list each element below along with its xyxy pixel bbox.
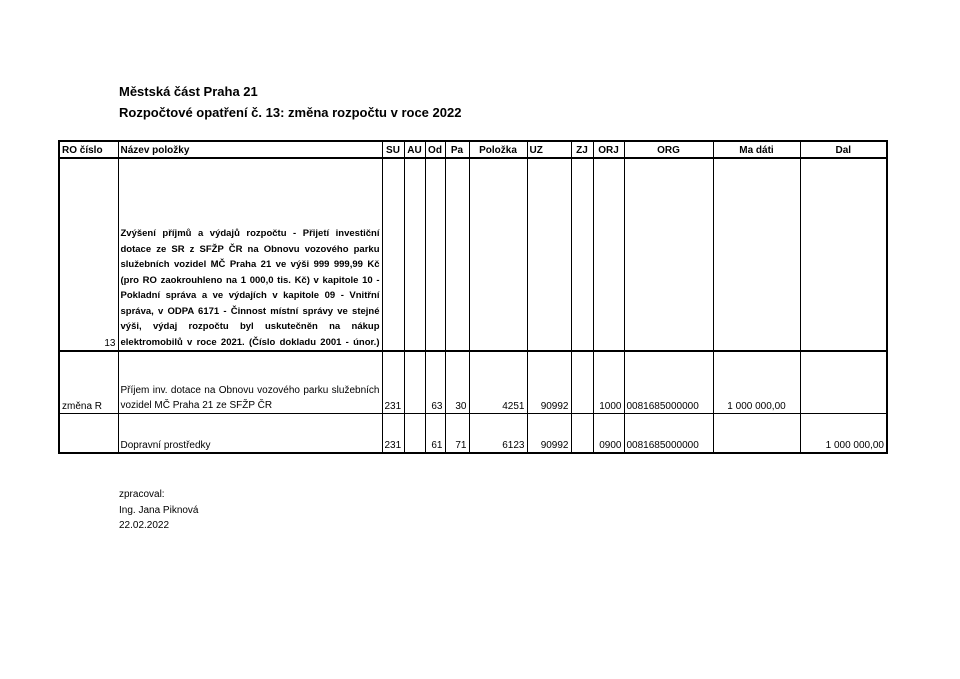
- empty-cell: [713, 158, 800, 351]
- prepared-date: 22.02.2022: [119, 520, 170, 531]
- org-cell: 0081685000000: [624, 413, 713, 453]
- budget-table: [58, 140, 888, 454]
- ro-number-cell: 13: [59, 158, 118, 351]
- col-header-pa: Pa: [445, 141, 469, 158]
- table-row: [59, 351, 887, 413]
- empty-cell: [571, 158, 593, 351]
- empty-cell: [527, 158, 571, 351]
- empty-cell: [469, 158, 527, 351]
- table-header-row: [59, 141, 887, 158]
- uz-cell: 90992: [527, 351, 571, 413]
- od-cell: 61: [425, 413, 445, 453]
- document-subject: Rozpočtové opatření č. 13: změna rozpočtu v roce 2022: [119, 105, 462, 120]
- description-cell: Zvýšení příjmů a výdajů rozpočtu - Přijetí investiční dotace ze SR z SFŽP ČR na Obnovu vozového parku služebních vozidel MČ Praha 21 ve výši 999 999,99 Kč (pro RO zaokrouhleno na 1 000,0 tis. Kč) v kapitole 10 - Pokladní správa a ve výdajích v kapitole 09 - Vnitřní správa, v ODPA 6171 - Činnost místní správy ve stejné výši, výdaj rozpočtu byl uskutečněn na nákup elektromobilů v roce 2021. (Číslo dokladu 2001 - únor.): [118, 158, 382, 351]
- polozka-cell: 6123: [469, 413, 527, 453]
- col-header-dal: Dal: [800, 141, 887, 158]
- col-header-name: Název položky: [118, 141, 382, 158]
- pa-cell: 71: [445, 413, 469, 453]
- col-header-zj: ZJ: [571, 141, 593, 158]
- zj-cell: [571, 351, 593, 413]
- col-header-org: ORG: [624, 141, 713, 158]
- item-name-cell: Dopravní prostředky: [118, 413, 382, 453]
- orj-cell: 0900: [593, 413, 624, 453]
- ro-cell: [59, 413, 118, 453]
- col-header-orj: ORJ: [593, 141, 624, 158]
- dal-cell: 1 000 000,00: [800, 413, 887, 453]
- pa-cell: 30: [445, 351, 469, 413]
- ma-dati-cell: 1 000 000,00: [713, 351, 800, 413]
- col-header-polozka: Položka: [469, 141, 527, 158]
- col-header-au: AU: [404, 141, 425, 158]
- polozka-cell: 4251: [469, 351, 527, 413]
- zj-cell: [571, 413, 593, 453]
- au-cell: [404, 413, 425, 453]
- ma-dati-cell: [713, 413, 800, 453]
- organization-title: Městská část Praha 21: [119, 84, 258, 99]
- empty-cell: [425, 158, 445, 351]
- orj-cell: 1000: [593, 351, 624, 413]
- au-cell: [404, 351, 425, 413]
- empty-cell: [624, 158, 713, 351]
- col-header-uz: UZ: [527, 141, 571, 158]
- dal-cell: [800, 351, 887, 413]
- od-cell: 63: [425, 351, 445, 413]
- prepared-by: Ing. Jana Piknová: [119, 504, 199, 516]
- org-cell: 0081685000000: [624, 351, 713, 413]
- su-cell: 231: [382, 413, 404, 453]
- footer-block: [119, 487, 199, 534]
- col-header-od: Od: [425, 141, 445, 158]
- empty-cell: [800, 158, 887, 351]
- empty-cell: [445, 158, 469, 351]
- su-cell: 231: [382, 351, 404, 413]
- ro-cell: změna R: [59, 351, 118, 413]
- table-row-summary: [59, 158, 887, 351]
- empty-cell: [382, 158, 404, 351]
- item-name-cell: Příjem inv. dotace na Obnovu vozového parku služebních vozidel MČ Praha 21 ze SFŽP ČR: [118, 351, 382, 413]
- empty-cell: [404, 158, 425, 351]
- col-header-ro: RO číslo: [59, 141, 118, 158]
- uz-cell: 90992: [527, 413, 571, 453]
- prepared-label: zpracoval:: [119, 489, 165, 500]
- col-header-su: SU: [382, 141, 404, 158]
- col-header-ma-dati: Ma dáti: [713, 141, 800, 158]
- table-row: [59, 413, 887, 453]
- empty-cell: [593, 158, 624, 351]
